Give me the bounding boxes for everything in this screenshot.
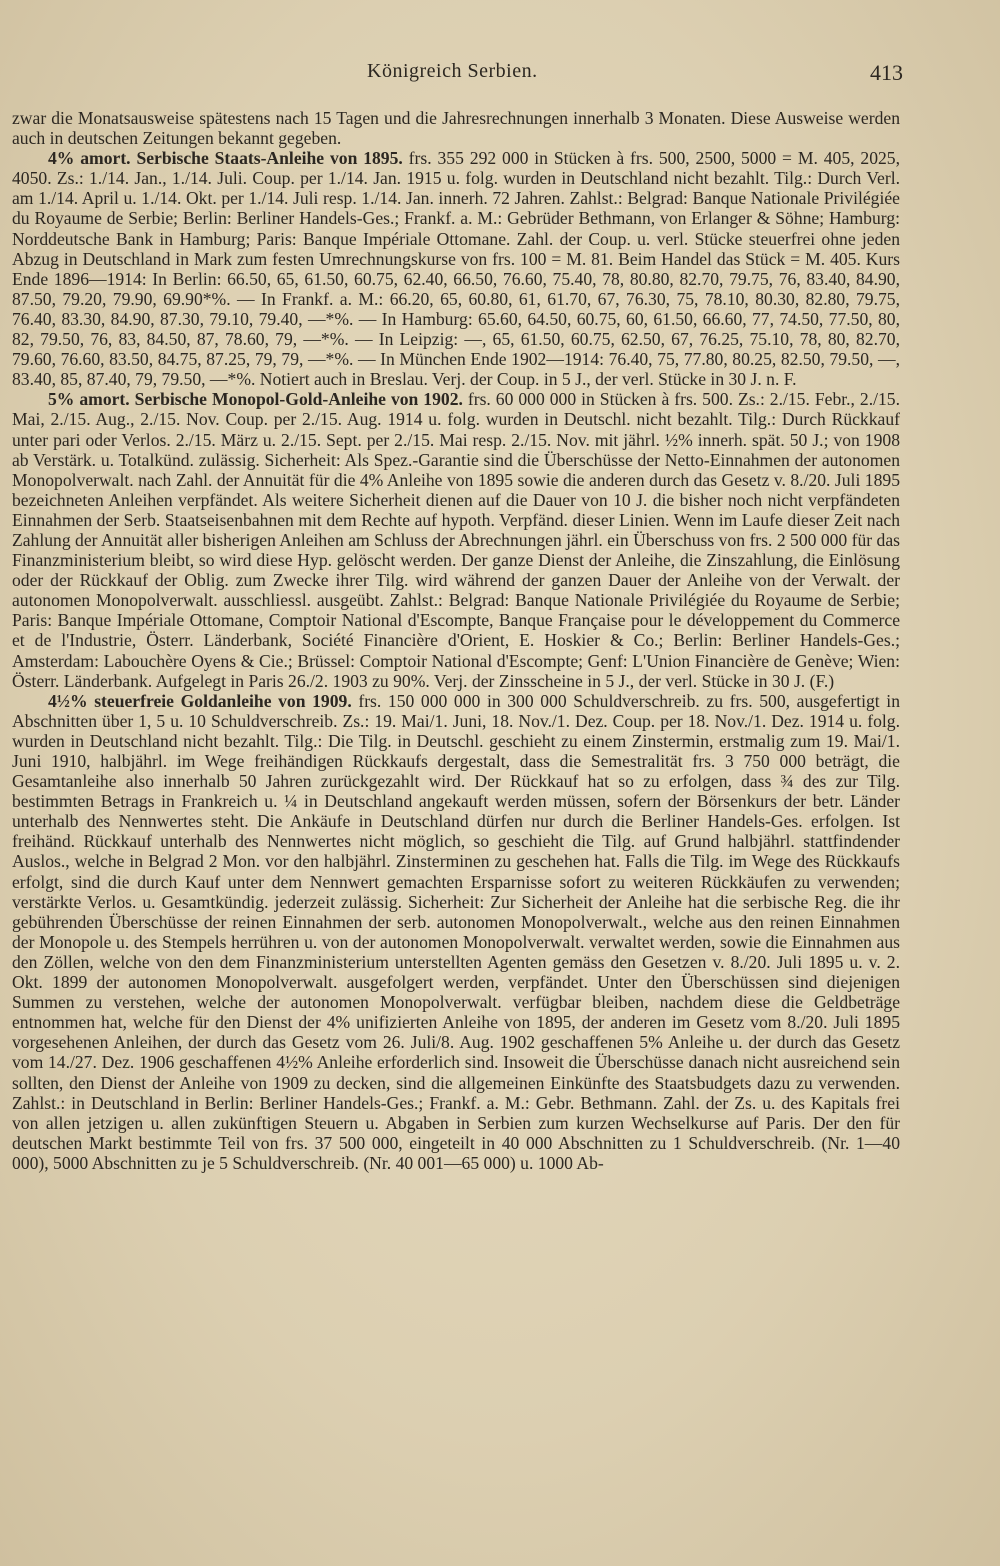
paragraph [12,108,900,148]
document-body [12,108,900,1173]
paragraph-text: frs. 355 292 000 in Stücken à frs. 500, 2500, 5000 = M. 405, 2025, 4050. Zs.: 1./14. Jan., 1./14. Juli. Coup. per 1./14. Jan. 1915 u. folg. wurden in Deutschland nicht bezahlt. Tilg.: Durch Verl. am 1./14. April u. 1./14. Okt. per 1./14. Juli resp. 1./14. Jan. innerh. 72 Jahren. Zahlst.: Belgrad: Banque Nationale Privilégiée du Royaume de Serbie; Berlin: Berliner Handels-Ges.; Frankf. a. M.: Gebrüder Bethmann, von Erlanger & Söhne; Hamburg: Norddeutsche Bank in Hamburg; Paris: Banque Impériale Ottomane. Zahl. der Coup. u. verl. Stücke steuerfrei ohne jeden Abzug in Deutschland in Mark zum festen Umrechnungskurse von frs. 100 = M. 81. Beim Handel das Stück = M. 405. Kurs Ende 1896—1914: In Berlin: 66.50, 65, 61.50, 60.75, 62.40, 66.50, 76.60, 75.40, 78, 80.80, 82.70, 79.75, 76, 83.40, 84.90, 87.50, 79.20, 79.90, 69.90*%. — In Frankf. a. M.: 66.20, 65, 60.80, 61, 61.70, 67, 76.30, 75, 78.10, 80.30, 82.80, 79.75, 76.40, 83.30, 84.90, 87.30, 79.10, 79.40, —*%. — In Hamburg: 65.60, 64.50, 60.75, 60, 61.50, 66.60, 77, 74.50, 77.50, 80, 82, 79.50, 76, 83, 84.50, 87, 78.60, 79, —*%. — In Leipzig: —, 65, 61.50, 60.75, 62.50, 67, 76.25, 75.10, 78, 80, 82.70, 79.60, 76.60, 83.50, 84.75, 87.25, 79, 79, —*%. — In München Ende 1902—1914: 76.40, 75, 77.80, 80.25, 82.50, 79.50, —, 83.40, 85, 87.40, 79, 79.50, —*%. Notiert auch in Breslau. Verj. der Coup. in 5 J., der verl. Stücke in 30 J. n. F. [12,148,900,390]
paragraph [12,389,900,690]
paragraph-text: frs. 150 000 000 in 300 000 Schuldverschreib. zu frs. 500, ausgefertigt in Abschnitten über 1, 5 u. 10 Schuldverschreib. Zs.: 19. Mai/1. Juni, 18. Nov./1. Dez. Coup. per 18. Nov./1. Dez. 1914 u. folg. wurden in Deutschland nicht bezahlt. Tilg.: Die Tilg. in Deutschl. geschieht zu einem Zinstermin, erstmalig zum 19. Mai/1. Juni 1910, halbjährl. im Wege freihändigen Rückkaufs dergestalt, dass die Semestralität frs. 3 750 000 beträgt, die Gesamtanleihe also innerhalb 50 Jahren zurückgezahlt wird. Der Rückkauf hat so zu erfolgen, dass ¾ des zur Tilg. bestimmten Betrags in Frankreich u. ¼ in Deutschland angekauft werden müssen, sofern der Börsenkurs der betr. Länder unterhalb des Nennwertes steht. Die Ankäufe in Deutschland dürfen nur durch die Berliner Handels-Ges. erfolgen. Ist freihänd. Rückkauf unterhalb des Nennwertes nicht möglich, so geschieht die Tilg. auf Grund halbjährl. stattfindender Auslos., welche in Belgrad 2 Mon. vor den halbjährl. Zinsterminen zu geschehen hat. Falls die Tilg. im Wege des Rückkaufs erfolgt, sind die durch Kauf unter dem Nennwert gemachten Ersparnisse sofort zu weiteren Rückkäufen zu verwenden; verstärkte Verlos. u. Gesamtkündig. jederzeit zulässig. Sicherheit: Zur Sicherheit der Anleihe hat die serbische Reg. die ihr gebührenden Überschüsse der reinen Einnahmen der serb. autonomen Monopolverwalt., welche aus den reinen Einnahmen der Monopole u. des Stempels herrühren u. von der autonomen Monopolverwalt. verwaltet werden, sowie die Einnahmen aus den Zöllen, welche von den dem Finanzministerium unterstellten Agenten gemäss den Gesetzen v. 8./20. Juli 1895 u. v. 2. Okt. 1899 der autonomen Monopolverwalt. ausgefolgert werden, verpfändet. Unter den Überschüssen sind diejenigen Summen zu verstehen, welche der autonomen Monopolverwalt. verfügbar bleiben, nachdem diese die Geldbeträge entnommen hat, welche für den Dienst der 4% unifizierten Anleihe von 1895, der anderen im Gesetz vom 8./20. Juli 1895 vorgesehenen Anleihen, der durch das Gesetz vom 26. Juli/8. Aug. 1902 geschaffenen 5% Anleihe u. der durch das Gesetz vom 14./27. Dez. 1906 geschaffenen 4½% Anleihe erforderlich sind. Insoweit die Überschüsse danach nicht ausreichend sein sollten, den Dienst der Anleihe von 1909 zu decken, sind die allgemeinen Einkünfte des Staatsbudgets dazu zu verwenden. Zahlst.: in Deutschland in Berlin: Berliner Handels-Ges.; Frankf. a. M.: Gebr. Bethmann. Zahl. der Zs. u. des Kapitals frei von allen jetzigen u. allen zukünftigen Steuern u. Abgaben in Serbien zum kurzen Wechselkurse auf Paris. Der den für deutschen Markt bestimmte Teil von frs. 37 500 000, eingeteilt in 40 000 Abschnitten zu 1 Schuldverschreib. (Nr. 1—40 000), 5000 Abschnitten zu je 5 Schuldverschreib. (Nr. 40 001—65 000) u. 1000 Ab- [12,690,900,1173]
page-header [0,56,1000,96]
section-heading: 4% amort. Serbische Staats-Anleihe von 1895. [48,148,403,169]
paragraph-text: frs. 60 000 000 in Stücken à frs. 500. Zs.: 2./15. Febr., 2./15. Mai, 2./15. Aug., 2./15. Nov. Coup. per 2./15. Aug. 1914 u. folg. wurden in Deutschl. nicht bezahlt. Tilg.: Durch Rückkauf unter pari oder Verlos. 2./15. März u. 2./15. Sept. per 2./15. Mai resp. 2./15. Nov. mit jährl. ½% innerh. spät. 50 J.; von 1908 ab Verstärk. u. Totalkünd. zulässig. Sicherheit: Als Spez.-Garantie sind die Überschüsse der Netto-Einnahmen der autonomen Monopolverwalt. nach Zahl. der Annuität für die 4% Anleihe von 1895 sowie die anderen durch das Gesetz v. 8./20. Juli 1895 bezeichneten Anleihen verpfändet. Als weitere Sicherheit dienen auf die Dauer von 10 J. die bisher noch nicht verpfändeten Einnahmen der Serb. Staatseisenbahnen mit dem Rechte auf hypoth. Verpfänd. dieser Linien. Wenn im Laufe dieser Zeit nach Zahlung der Annuität aller bisherigen Anleihen am Schluss der Abrechnungen jährl. ein Überschuss von frs. 2 500 000 für das Finanzministerium bleibt, so wird diese Hyp. gelöscht werden. Der ganze Dienst der Anleihe, die Zinszahlung, die Einlösung oder der Rückkauf der Oblig. zum Zwecke ihrer Tilg. wird während der ganzen Dauer der Anleihe von der Verwalt. der autonomen Monopolverwalt. ausschliessl. ausgeübt. Zahlst.: Belgrad: Banque Nationale Privilégiée du Royaume de Serbie; Paris: Banque Impériale Ottomane, Comptoir National d'Escompte, Banque Française pour le développement du Commerce et de l'Industrie, Österr. Länderbank, Société Financière d'Orient, E. Hoskier & Co.; Berlin: Berliner Handels-Ges.; Amsterdam: Labouchère Oyens & Cie.; Brüssel: Comptoir National d'Escompte; Genf: L'Union Financière de Genève; Wien: Österr. Länderbank. Aufgelegt in Paris 26./2. 1903 zu 90%. Verj. der Zinsscheine in 5 J., der verl. Stücke in 30 J. (F.) [12,389,900,691]
section-heading: 5% amort. Serbische Monopol-Gold-Anleihe von 1902. [48,389,463,410]
page-number: 413 [870,60,903,85]
paragraph [12,148,900,389]
running-title: Königreich Serbien. [367,60,538,82]
paragraph-text: zwar die Monatsausweise spätestens nach 15 Tagen und die Jahresrechnungen innerhalb 3 Monaten. Diese Ausweise werden auch in deutschen Zeitungen bekannt gegeben. [12,108,900,149]
paragraph [12,691,900,1173]
section-heading: 4½% steuerfreie Goldanleihe von 1909. [48,690,352,711]
